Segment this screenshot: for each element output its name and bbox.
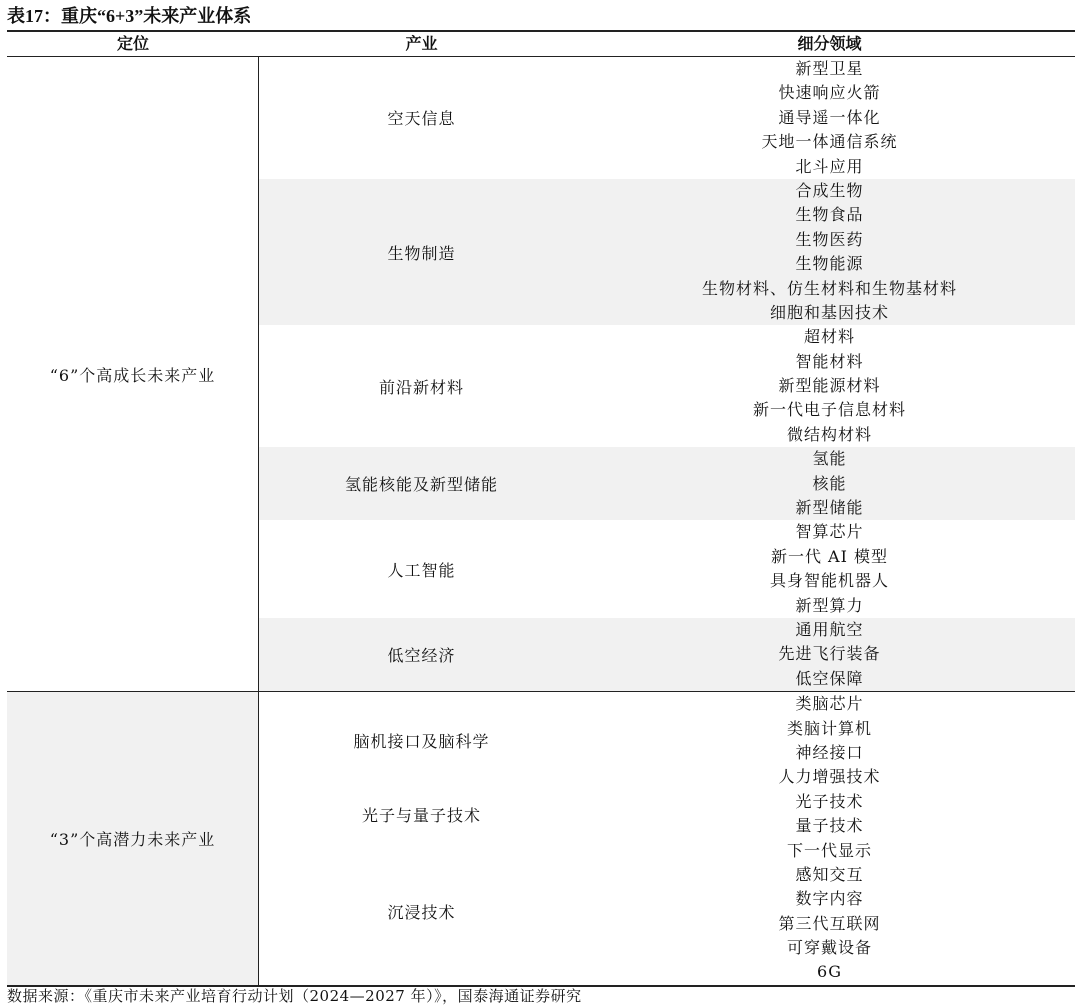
industry-name: 光子与量子技术: [361, 805, 481, 825]
subfield-item: 智算芯片: [795, 522, 864, 542]
subfield-item: 生物食品: [795, 205, 864, 225]
subfield-item: 智能材料: [795, 351, 864, 371]
subfield-item: 类脑计算机: [786, 718, 872, 738]
industry-row: [259, 790, 1075, 839]
subfield-item: 类脑芯片: [795, 694, 864, 714]
subfield-item: 天地一体通信系统: [761, 132, 898, 152]
industry-row: [259, 447, 1075, 520]
subfield-item: 快速响应火箭: [778, 83, 881, 103]
subfield-item: 可穿戴设备: [786, 938, 872, 958]
industry-row: [259, 179, 1075, 325]
subfield-item: 细胞和基因技术: [769, 302, 889, 322]
table-title: 表17：重庆“6+3”未来产业体系: [7, 6, 252, 26]
subfield-item: 神经接口: [795, 742, 864, 762]
subfield-item: 6G: [817, 962, 842, 982]
subfield-item: 下一代显示: [786, 840, 872, 860]
industry-table: [7, 30, 1075, 987]
industry-row: [259, 325, 1075, 447]
subfield-item: 生物材料、仿生材料和生物基材料: [701, 278, 957, 298]
industry-row: [259, 839, 1075, 985]
subfield-item: 生物医药: [795, 229, 864, 249]
subfield-item: 新型算力: [795, 595, 864, 615]
subfield-item: 合成生物: [795, 180, 864, 200]
subfield-item: 北斗应用: [795, 156, 864, 176]
subfield-item: 新型卫星: [795, 59, 864, 78]
subfield-item: 通用航空: [795, 619, 864, 639]
subfield-item: 具身智能机器人: [769, 571, 889, 591]
header-subfields: 细分领域: [797, 34, 862, 53]
subfield-item: 光子技术: [795, 791, 864, 811]
subfield-item: 第三代互联网: [778, 913, 881, 933]
subfield-item: 超材料: [803, 327, 855, 347]
industry-name: 沉浸技术: [387, 903, 456, 923]
industry-name: 空天信息: [387, 109, 456, 129]
subfield-item: 新一代电子信息材料: [752, 400, 906, 420]
subfield-item: 新型储能: [795, 498, 864, 518]
industry-row: [259, 618, 1075, 691]
industry-name: 人工智能: [387, 560, 456, 580]
subfield-item: 人力增强技术: [778, 767, 881, 787]
header-industry: 产业: [405, 34, 438, 53]
industry-row: [259, 57, 1075, 179]
subfield-item: 量子技术: [795, 816, 864, 836]
position-group: [7, 691, 1075, 985]
subfield-item: 低空保障: [795, 668, 864, 688]
industry-name: 前沿新材料: [378, 377, 464, 397]
subfield-item: 新一代 AI 模型: [770, 546, 889, 566]
subfield-item: 先进飞行装备: [778, 644, 881, 664]
industry-name: 低空经济: [387, 646, 456, 666]
subfield-item: 氢能: [812, 449, 847, 469]
subfield-item: 通导遥一体化: [778, 107, 881, 127]
header-position: 定位: [116, 34, 149, 53]
industry-row: [259, 520, 1075, 618]
industry-name: 氢能核能及新型储能: [344, 475, 498, 495]
industry-row: [259, 692, 1075, 790]
subfield-item: 生物能源: [795, 254, 864, 274]
position-cell: “3”个高潜力未来产业: [7, 692, 259, 985]
industry-name: 生物制造: [387, 243, 456, 263]
position-cell: “6”个高成长未来产业: [7, 57, 259, 691]
table-header: [7, 32, 1075, 57]
position-group: [7, 57, 1075, 691]
subfield-item: 核能: [812, 473, 847, 493]
subfield-item: 感知交互: [795, 864, 864, 884]
industry-name: 脑机接口及脑科学: [353, 732, 490, 752]
source-note: 数据来源：《重庆市未来产业培育行动计划（2024—2027 年）》，国泰海通证券研究: [7, 987, 582, 1005]
subfield-item: 数字内容: [795, 889, 864, 909]
subfield-item: 微结构材料: [786, 424, 872, 444]
table-body: [7, 57, 1075, 985]
subfield-item: 新型能源材料: [778, 376, 881, 396]
